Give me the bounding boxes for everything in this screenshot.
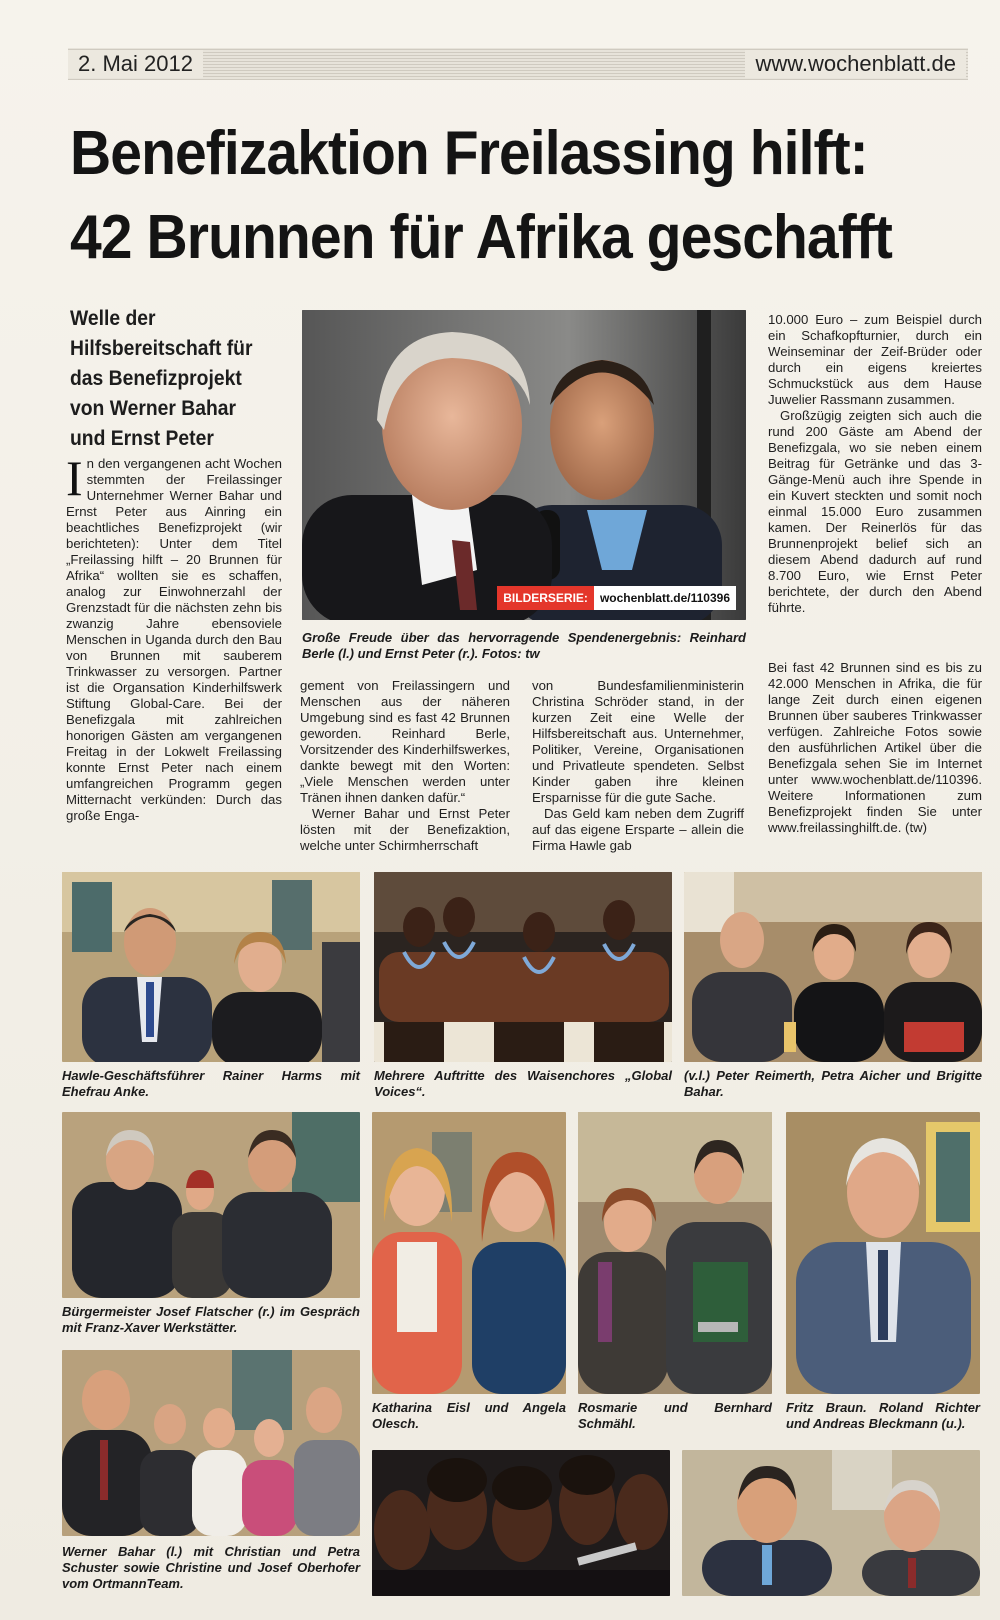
column-4-paragraph-1: 10.000 Euro – zum Beispiel durch ein Schafkopfturnier, durch ein Weinseminar der Zeif-Brüder oder durch ein eigens kreiertes Schmuckstück aus dem Hause Juwelier Rassmann zusammen. — [768, 312, 982, 407]
photo-reimerth-caption: (v.l.) Peter Reimerth, Petra Aicher und Brigitte Bahar. — [684, 1068, 982, 1099]
photo-eisl-olesch — [372, 1112, 566, 1394]
page-header — [68, 48, 968, 80]
photo-braun — [786, 1112, 980, 1394]
badge-label: BILDERSERIE: — [497, 586, 594, 610]
headline-line-1: Benefizaktion Freilassing hilft: — [70, 119, 868, 188]
photo-bahar-group — [62, 1350, 360, 1536]
photo-schmaehl-caption: Rosmarie und Bernhard Schmähl. — [578, 1400, 772, 1431]
article-column-4 — [768, 312, 982, 616]
photo-choir-closeup — [372, 1450, 670, 1596]
column-3-paragraph-1: von Bundesfamilienministerin Christina Schröder stand, in der kurzen Zeit eine Welle der Hilfsbereitschaft aus. Unternehmer, Politiker, Vereine, Organisationen und Privatleute spendeten. Selbst Kinder gaben ihre kleinen Ersparnisse für die gute Sache. — [532, 678, 744, 805]
main-photo — [302, 310, 746, 620]
column-4-paragraph-3: Bei fast 42 Brunnen sind es bis zu 42.000 Menschen in Afrika, die für lange Zeit durch einen eigenen Brunnen über sauberes Trinkwasser verfügen. Zahlreiche Fotos sowie den ausführlichen Artikel über die Benefizgala sehen Sie im Internet unter www.wochenblatt.de/110396. Weitere Informationen zum Benefizprojekt finden Sie unter www.freilassinghilft.de. (tw) — [768, 660, 982, 835]
photo-reimerth — [684, 872, 982, 1062]
photo-bahar-group-image — [62, 1350, 360, 1536]
photo-eisl-olesch-caption: Katharina Eisl und Angela Olesch. — [372, 1400, 566, 1431]
photo-schmaehl-image — [578, 1112, 772, 1394]
photo-braun-caption: Fritz Braun. Roland Richter und Andreas Bleckmann (u.). — [786, 1400, 980, 1431]
main-photo-caption: Große Freude über das hervorragende Spendenergebnis: Reinhard Berle (l.) und Ernst Peter (r.). Fotos: tw — [302, 630, 746, 661]
photo-men-portrait-image — [682, 1450, 980, 1596]
article-column-1 — [66, 450, 282, 824]
photo-bahar-group-caption: Werner Bahar (l.) mit Christian und Petra Schuster sowie Christine und Josef Oberhofer vom OrtmannTeam. — [62, 1544, 360, 1591]
photo-choir-closeup-image — [372, 1450, 670, 1596]
photo-flatscher-caption: Bürgermeister Josef Flatscher (r.) im Gespräch mit Franz-Xaver Werkstätter. — [62, 1304, 360, 1335]
main-photo-image — [302, 310, 746, 620]
photo-men-portrait — [682, 1450, 980, 1596]
photo-harms-caption: Hawle-Geschäftsführer Rainer Harms mit Ehefrau Anke. — [62, 1068, 360, 1099]
photo-reimerth-image — [684, 872, 982, 1062]
photo-global-voices-caption: Mehrere Auftritte des Waisenchores „Global Voices“. — [374, 1068, 672, 1099]
photo-global-voices — [374, 872, 672, 1062]
issue-date: 2. Mai 2012 — [68, 50, 203, 78]
article-column-3 — [532, 678, 744, 854]
photo-flatscher — [62, 1112, 360, 1298]
photo-flatscher-image — [62, 1112, 360, 1298]
photo-eisl-olesch-image — [372, 1112, 566, 1394]
website-url: www.wochenblatt.de — [745, 50, 966, 78]
headline-line-2: 42 Brunnen für Afrika geschafft — [70, 203, 892, 272]
photo-harms-image — [62, 872, 360, 1062]
drop-cap: I — [66, 450, 83, 506]
column-4-paragraph-2: Großzügig zeigten sich auch die rund 200 Gäste am Abend der Benefizgala, wo sie neben einem Beitrag für Getränke und das 3-Gänge-Menü auch ihre Spende in ein Kuvert steckten und somit noch einmal 15.000 Euro zusammen kamen. Der Reinerlös für das Brunnenprojekt belief sich an diesem Abend dadurch auf rund 8.700 Euro, wie Ernst Peter berichtete, der durch den Abend führte. — [768, 408, 982, 615]
article-column-2 — [300, 678, 510, 854]
photo-harms — [62, 872, 360, 1062]
photo-schmaehl — [578, 1112, 772, 1394]
badge-link[interactable]: wochenblatt.de/110396 — [594, 586, 736, 610]
article-headline — [70, 112, 907, 280]
photo-series-badge[interactable] — [497, 586, 736, 610]
column-2-paragraph-2: Werner Bahar und Ernst Peter lösten mit der Benefizaktion, welche unter Schirmherrschaft — [300, 806, 510, 853]
column-2-paragraph-1: gement von Freilassingern und Menschen aus der näheren Umgebung sind es fast 42 Brunnen geworden. Reinhard Berle, Vorsitzender des Kinderhilfswerkes, dankte bewegt mit den Worten: „Viele Menschen werden unter Tränen ihnen danken dafür.“ — [300, 678, 510, 805]
article-column-4-end — [768, 660, 982, 836]
article-subhead: Welle der Hilfsbereitschaft für das Benefizprojekt von Werner Bahar und Ernst Peter — [70, 307, 253, 450]
photo-global-voices-image — [374, 872, 672, 1062]
photo-braun-image — [786, 1112, 980, 1394]
column-1-text: n den vergangenen acht Wochen stemmten der Freilassinger Unternehmer Werner Bahar und Ernst Peter aus Ainring ein beachtliches Benefizprojekt (wir berichteten): Unter dem Titel „Freilassing hilft – 20 Brunnen für Afrika“ wollten sie es schaffen, analog zur Einwohnerzahl der Grenzstadt für die nächsten zehn bis zwanzig Jahre ebensoviele Menschen in Uganda durch den Bau von Brunnen mit sauberem Trinkwasser zu versorgen. Partner ist die Organsation Kinderhilfswerk Stiftung Global-Care. Bei der Benefizgala mit zahlreichen honorigen Gästen am vergangenen Freitag in der Lokwelt Freilassing konnte Ernst Peter nach einem umfangreichen Programm gegen Mitternacht verkünden: Durch das große Enga- — [66, 456, 282, 823]
column-3-paragraph-2: Das Geld kam neben dem Zugriff auf das eigene Ersparte – allein die Firma Hawle gab — [532, 806, 744, 853]
